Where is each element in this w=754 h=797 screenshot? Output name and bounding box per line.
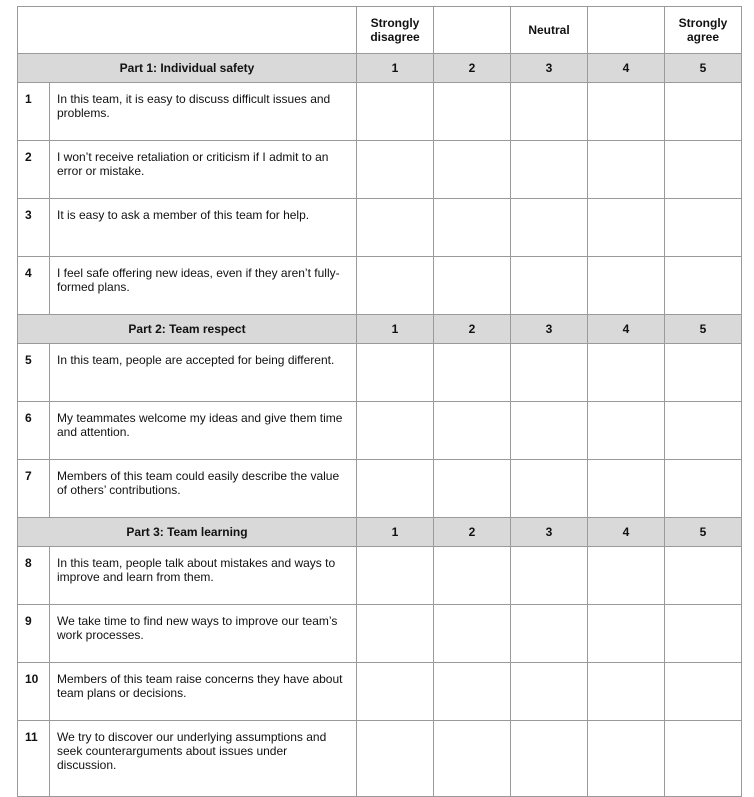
question-number: 8 (18, 547, 50, 605)
rating-cell-3[interactable] (511, 199, 588, 257)
rating-cell-4[interactable] (588, 141, 665, 199)
scale-header-row (18, 7, 742, 54)
rating-cell-3[interactable] (511, 721, 588, 797)
part-title: Part 1: Individual safety (18, 54, 357, 83)
part-scale-number: 1 (357, 315, 434, 344)
question-row (18, 663, 742, 721)
rating-cell-2[interactable] (434, 141, 511, 199)
question-number: 11 (18, 721, 50, 797)
part-scale-number: 2 (434, 54, 511, 83)
rating-cell-4[interactable] (588, 199, 665, 257)
header-blank-cell (18, 7, 357, 54)
rating-cell-4[interactable] (588, 663, 665, 721)
question-row (18, 344, 742, 402)
question-text: We take time to find new ways to improve our team’s work processes. (50, 605, 357, 663)
rating-cell-1[interactable] (357, 257, 434, 315)
rating-cell-5[interactable] (665, 663, 742, 721)
rating-cell-5[interactable] (665, 257, 742, 315)
question-number: 10 (18, 663, 50, 721)
question-text: My teammates welcome my ideas and give them time and attention. (50, 402, 357, 460)
rating-cell-2[interactable] (434, 257, 511, 315)
rating-cell-4[interactable] (588, 605, 665, 663)
question-text: In this team, people are accepted for being different. (50, 344, 357, 402)
question-text: In this team, it is easy to discuss difficult issues and problems. (50, 83, 357, 141)
rating-cell-5[interactable] (665, 605, 742, 663)
rating-cell-3[interactable] (511, 605, 588, 663)
rating-cell-1[interactable] (357, 460, 434, 518)
rating-cell-1[interactable] (357, 199, 434, 257)
part-scale-number: 4 (588, 54, 665, 83)
rating-cell-4[interactable] (588, 402, 665, 460)
part-scale-number: 3 (511, 518, 588, 547)
part-scale-number: 3 (511, 315, 588, 344)
part-scale-number: 5 (665, 518, 742, 547)
rating-cell-2[interactable] (434, 83, 511, 141)
rating-cell-2[interactable] (434, 460, 511, 518)
rating-cell-5[interactable] (665, 547, 742, 605)
rating-cell-5[interactable] (665, 199, 742, 257)
part-title: Part 2: Team respect (18, 315, 357, 344)
rating-cell-4[interactable] (588, 257, 665, 315)
question-row (18, 199, 742, 257)
part-scale-number: 5 (665, 315, 742, 344)
rating-cell-3[interactable] (511, 257, 588, 315)
rating-cell-1[interactable] (357, 663, 434, 721)
part-scale-number: 3 (511, 54, 588, 83)
survey-table (17, 6, 742, 797)
rating-cell-2[interactable] (434, 605, 511, 663)
question-number: 9 (18, 605, 50, 663)
question-row (18, 141, 742, 199)
rating-cell-4[interactable] (588, 547, 665, 605)
question-number: 5 (18, 344, 50, 402)
rating-cell-5[interactable] (665, 83, 742, 141)
question-row (18, 402, 742, 460)
rating-cell-1[interactable] (357, 605, 434, 663)
question-text: Members of this team raise concerns they have about team plans or decisions. (50, 663, 357, 721)
question-number: 3 (18, 199, 50, 257)
question-row (18, 721, 742, 797)
rating-cell-3[interactable] (511, 663, 588, 721)
rating-cell-2[interactable] (434, 344, 511, 402)
part-header-row (18, 54, 742, 83)
question-text: We try to discover our underlying assumptions and seek counterarguments about issues under discussion. (50, 721, 357, 797)
part-scale-number: 4 (588, 315, 665, 344)
part-scale-number: 4 (588, 518, 665, 547)
part-header-row (18, 315, 742, 344)
rating-cell-1[interactable] (357, 141, 434, 199)
rating-cell-2[interactable] (434, 547, 511, 605)
question-text: Members of this team could easily describe the value of others’ contributions. (50, 460, 357, 518)
part-header-row (18, 518, 742, 547)
question-row (18, 83, 742, 141)
rating-cell-1[interactable] (357, 344, 434, 402)
scale-label-neutral: Neutral (511, 7, 588, 54)
rating-cell-1[interactable] (357, 402, 434, 460)
rating-cell-3[interactable] (511, 141, 588, 199)
question-number: 4 (18, 257, 50, 315)
rating-cell-2[interactable] (434, 402, 511, 460)
rating-cell-4[interactable] (588, 83, 665, 141)
rating-cell-2[interactable] (434, 721, 511, 797)
scale-label-strongly-disagree: Strongly disagree (357, 7, 434, 54)
scale-label-strongly-agree: Strongly agree (665, 7, 742, 54)
part-scale-number: 1 (357, 54, 434, 83)
question-row (18, 605, 742, 663)
part-scale-number: 2 (434, 518, 511, 547)
rating-cell-5[interactable] (665, 344, 742, 402)
part-scale-number: 5 (665, 54, 742, 83)
part-title: Part 3: Team learning (18, 518, 357, 547)
rating-cell-1[interactable] (357, 721, 434, 797)
rating-cell-5[interactable] (665, 460, 742, 518)
rating-cell-2[interactable] (434, 199, 511, 257)
question-number: 7 (18, 460, 50, 518)
rating-cell-3[interactable] (511, 344, 588, 402)
rating-cell-5[interactable] (665, 721, 742, 797)
question-text: In this team, people talk about mistakes and ways to improve and learn from them. (50, 547, 357, 605)
scale-label-2 (434, 7, 511, 54)
rating-cell-3[interactable] (511, 83, 588, 141)
rating-cell-3[interactable] (511, 402, 588, 460)
rating-cell-3[interactable] (511, 547, 588, 605)
question-text: I feel safe offering new ideas, even if they aren’t fully-formed plans. (50, 257, 357, 315)
question-row (18, 257, 742, 315)
question-text: It is easy to ask a member of this team for help. (50, 199, 357, 257)
question-row (18, 547, 742, 605)
scale-label-4 (588, 7, 665, 54)
rating-cell-5[interactable] (665, 141, 742, 199)
question-text: I won’t receive retaliation or criticism if I admit to an error or mistake. (50, 141, 357, 199)
rating-cell-1[interactable] (357, 547, 434, 605)
rating-cell-1[interactable] (357, 83, 434, 141)
rating-cell-3[interactable] (511, 460, 588, 518)
question-number: 6 (18, 402, 50, 460)
part-scale-number: 2 (434, 315, 511, 344)
rating-cell-4[interactable] (588, 344, 665, 402)
survey-body (18, 7, 742, 797)
rating-cell-4[interactable] (588, 721, 665, 797)
question-number: 1 (18, 83, 50, 141)
part-scale-number: 1 (357, 518, 434, 547)
question-row (18, 460, 742, 518)
rating-cell-2[interactable] (434, 663, 511, 721)
question-number: 2 (18, 141, 50, 199)
rating-cell-5[interactable] (665, 402, 742, 460)
rating-cell-4[interactable] (588, 460, 665, 518)
